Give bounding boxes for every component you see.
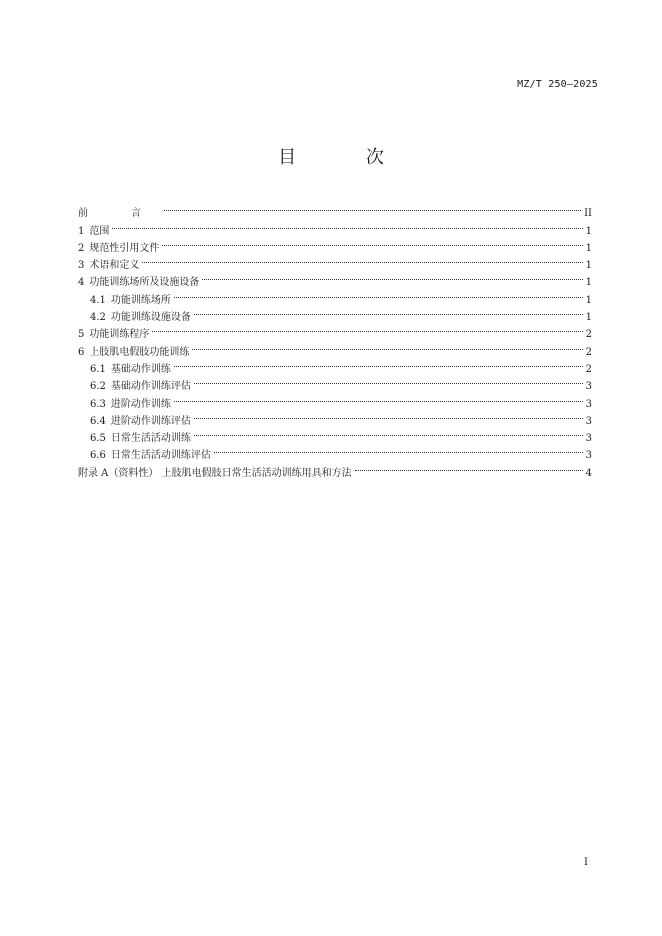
toc-dot-leader xyxy=(142,251,582,268)
toc-entry[interactable] xyxy=(78,320,592,341)
toc-dot-leader xyxy=(174,355,583,372)
toc-dot-leader xyxy=(192,337,582,354)
toc-entry-number: 6.4 xyxy=(90,415,106,427)
toc-entry-number: 6.3 xyxy=(90,398,106,410)
toc-entry-text: 进阶动作训练评估 xyxy=(110,415,191,427)
toc-entry-text: 附录 A（资料性） 上肢肌电假肢日常生活活动训练用具和方法 xyxy=(78,467,352,479)
toc-entry-page: 2 xyxy=(585,363,592,375)
toc-entry-number: 6.5 xyxy=(90,433,106,445)
toc-entry-page: 1 xyxy=(585,260,592,272)
toc-entry-number: 6.6 xyxy=(90,450,106,462)
toc-entry-label xyxy=(90,413,194,430)
toc-entry-number: 4.1 xyxy=(90,294,106,306)
toc-entry-text: 功能训练设施设备 xyxy=(110,312,191,324)
toc-dot-leader xyxy=(164,199,581,216)
toc-entry-page: 2 xyxy=(585,329,592,341)
toc-dot-leader xyxy=(194,424,583,441)
toc-entry-label xyxy=(90,430,194,447)
toc-entry-page: 1 xyxy=(585,242,592,254)
toc-entry-page: 1 xyxy=(585,294,592,306)
toc-entry-text: 基础动作训练评估 xyxy=(110,381,191,393)
toc-entry-number: 5 xyxy=(78,329,85,341)
toc-entry-text: 日常生活活动训练评估 xyxy=(110,450,211,462)
toc-entry-page: 2 xyxy=(585,346,592,358)
toc-dot-leader xyxy=(194,407,583,424)
toc-dot-leader xyxy=(112,216,582,233)
toc-dot-leader xyxy=(194,372,583,389)
toc-entry[interactable] xyxy=(78,199,592,220)
toc-entry-label xyxy=(78,223,112,240)
toc-entry-page: 1 xyxy=(585,312,592,324)
toc-dot-leader xyxy=(214,441,583,458)
page-title: 目 次 xyxy=(278,147,416,168)
toc-entry-label xyxy=(90,292,174,309)
toc-dot-leader xyxy=(194,303,583,320)
toc-entry-page: II xyxy=(584,208,592,220)
toc-entry[interactable] xyxy=(78,234,592,254)
toc-entry-number: 6.1 xyxy=(90,363,106,375)
toc-entry-page: 4 xyxy=(585,467,592,479)
toc-entry-text: 功能训练场所 xyxy=(110,294,171,306)
toc-dot-leader xyxy=(202,268,582,285)
toc-entry-label xyxy=(78,326,152,343)
toc-entry-number: 4.2 xyxy=(90,312,106,324)
toc-entry-number: 2 xyxy=(78,242,85,254)
toc-entry-text: 范围 xyxy=(89,225,110,237)
toc-entry-page: 1 xyxy=(585,225,592,237)
toc-entry-text: 规范性引用文件 xyxy=(89,242,160,254)
toc-entry[interactable] xyxy=(78,337,592,358)
toc-entry-page: 1 xyxy=(585,277,592,289)
toc-entry[interactable] xyxy=(78,268,592,289)
toc-entry-text: 功能训练程序 xyxy=(89,329,150,341)
toc-entry[interactable] xyxy=(78,216,592,237)
toc-entry-number: 6 xyxy=(78,346,85,358)
toc-entry[interactable] xyxy=(78,251,592,272)
toc-entry-number: 3 xyxy=(78,260,85,272)
toc-entry-page: 3 xyxy=(585,450,592,462)
toc-dot-leader xyxy=(355,458,583,475)
page-number: I xyxy=(584,857,588,868)
toc-entry-text: 前 言 xyxy=(78,208,162,220)
toc-entry-number: 4 xyxy=(78,277,85,289)
table-of-contents xyxy=(78,199,592,479)
toc-entry-text: 基础动作训练 xyxy=(110,363,171,375)
toc-entry-number: 6.2 xyxy=(90,381,106,393)
toc-entry-label xyxy=(78,465,355,482)
toc-entry-label xyxy=(90,396,174,413)
toc-dot-leader xyxy=(174,389,583,406)
toc-entry-number: 1 xyxy=(78,225,85,237)
toc-entry-page: 3 xyxy=(585,381,592,393)
toc-entry-text: 功能训练场所及设施设备 xyxy=(89,277,200,289)
toc-entry-text: 上肢肌电假肢功能训练 xyxy=(89,346,190,358)
toc-entry-page: 3 xyxy=(585,398,592,410)
toc-entry-text: 日常生活活动训练 xyxy=(110,433,191,445)
toc-entry-label xyxy=(78,257,142,274)
toc-dot-leader xyxy=(152,320,582,337)
toc-entry-page: 3 xyxy=(585,415,592,427)
toc-dot-leader xyxy=(174,285,583,302)
toc-entry-label xyxy=(90,361,174,378)
toc-entry-text: 进阶动作训练 xyxy=(110,398,171,410)
toc-entry-label xyxy=(90,447,214,464)
toc-entry-text: 术语和定义 xyxy=(89,260,140,272)
toc-entry-page: 3 xyxy=(585,433,592,445)
toc-dot-leader xyxy=(162,234,582,251)
standard-number: MZ/T 250—2025 xyxy=(517,79,598,90)
